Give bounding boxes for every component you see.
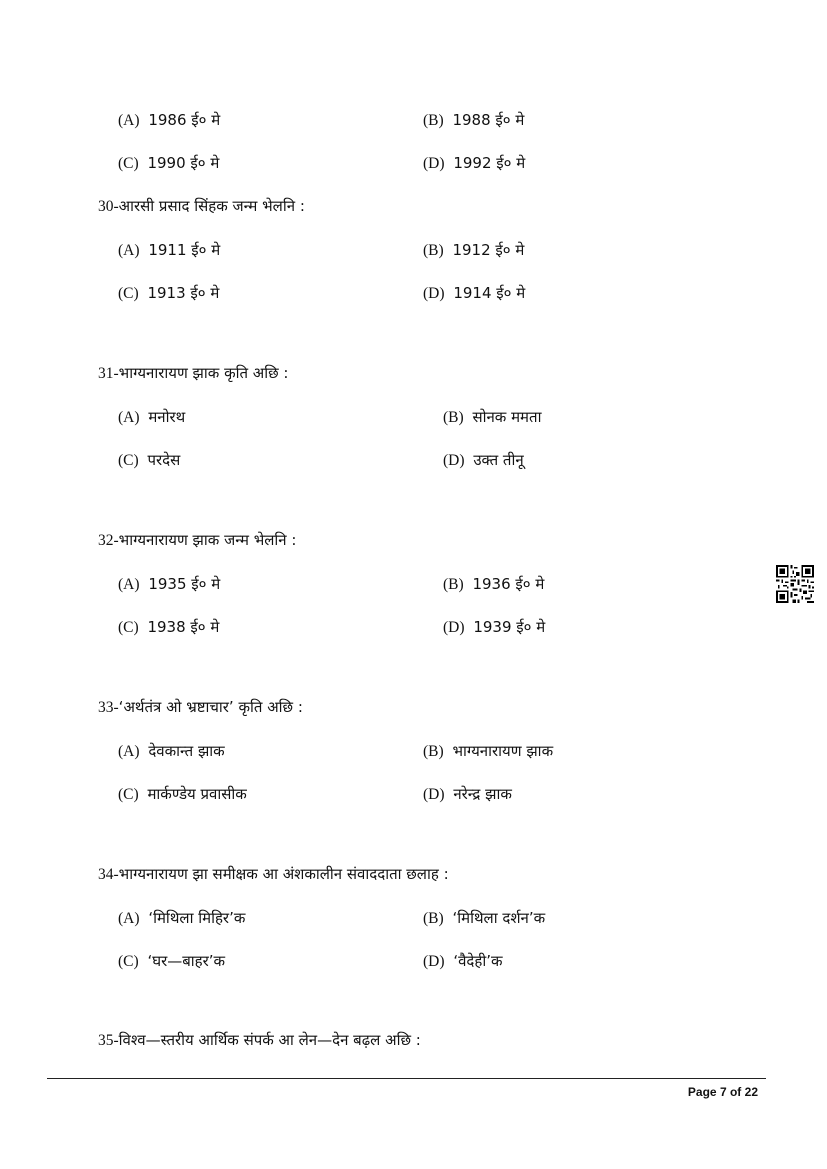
option-d: (D) नरेन्द्र झाक (423, 785, 512, 803)
option-c: (C) मार्कण्डेय प्रवासीक (118, 785, 247, 803)
option-d: (D) उक्त तीनू (443, 451, 524, 469)
option-a: (A) मनोरथ (118, 408, 186, 426)
question-33: 33-‘अर्थतंत्र ओ भ्रष्टाचार’ कृति अछि : (98, 698, 303, 716)
qr-code-icon (776, 565, 814, 603)
option-c: (C) ‘घर—बाहर’क (118, 952, 226, 970)
question-34: 34-भाग्यनारायण झा समीक्षक आ अंशकालीन संवाददाता छलाह : (98, 865, 449, 883)
question-30: 30-आरसी प्रसाद सिंहक जन्म भेलनि : (98, 197, 305, 215)
option-b: (B) 1912 ई० मे (423, 241, 525, 259)
option-d: (D) 1914 ई० मे (423, 284, 526, 302)
option-d: (D) ‘वैदेही’क (423, 952, 503, 970)
option-d: (D) 1939 ई० मे (443, 618, 546, 636)
option-a: (A) ‘मिथिला मिहिर’क (118, 909, 246, 927)
option-c: (C) 1990 ई० मे (118, 154, 220, 172)
option-c: (C) 1913 ई० मे (118, 284, 220, 302)
option-b: (B) ‘मिथिला दर्शन’क (423, 909, 546, 927)
option-a: (A) देवकान्त झाक (118, 742, 225, 760)
option-b: (B) भाग्यनारायण झाक (423, 742, 554, 760)
option-a: (A) 1935 ई० मे (118, 575, 221, 593)
footer-divider (47, 1078, 766, 1079)
option-b: (B) 1936 ई० मे (443, 575, 545, 593)
option-d: (D) 1992 ई० मे (423, 154, 526, 172)
option-c: (C) 1938 ई० मे (118, 618, 220, 636)
option-a: (A) 1986 ई० मे (118, 111, 221, 129)
question-32: 32-भाग्यनारायण झाक जन्म भेलनि : (98, 531, 297, 549)
question-31: 31-भाग्यनारायण झाक कृति अछि : (98, 364, 289, 382)
option-c: (C) परदेस (118, 451, 181, 469)
option-b: (B) सोनक ममता (443, 408, 542, 426)
option-a: (A) 1911 ई० मे (118, 241, 221, 259)
option-b: (B) 1988 ई० मे (423, 111, 525, 129)
page-number: Page 7 of 22 (687, 1085, 758, 1099)
question-35: 35-विश्व—स्तरीय आर्थिक संपर्क आ लेन—देन बढ़ल अछि : (98, 1031, 421, 1049)
